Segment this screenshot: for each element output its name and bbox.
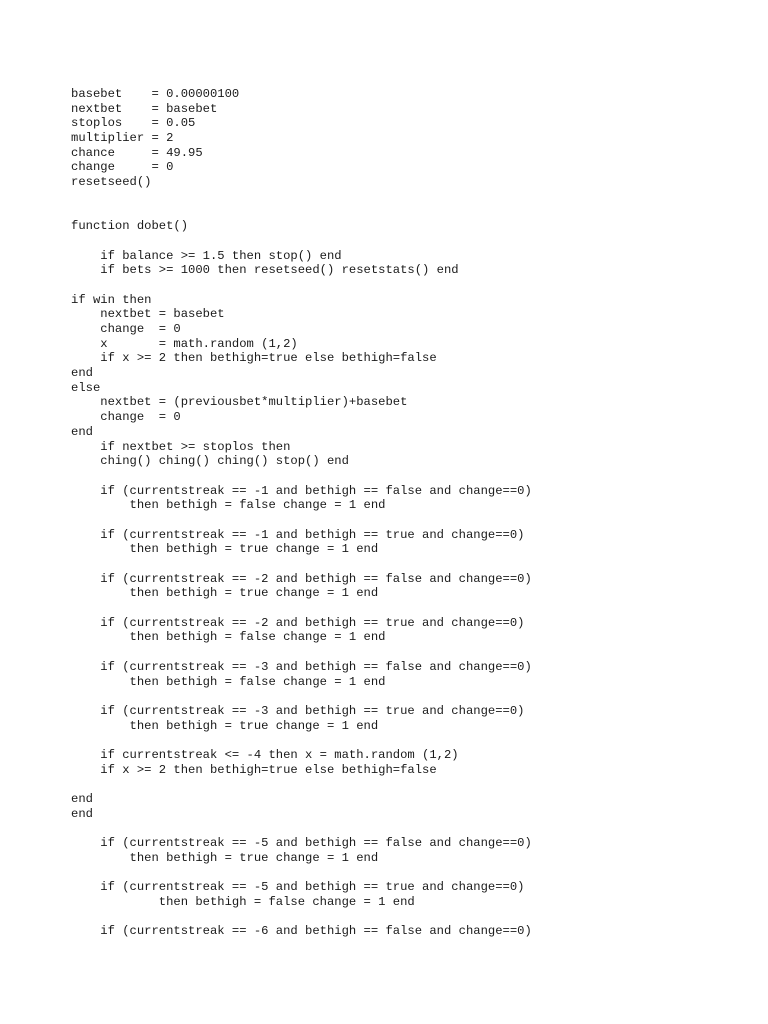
code-line bbox=[71, 469, 532, 484]
code-line: if x >= 2 then bethigh=true else bethigh=false bbox=[71, 762, 437, 777]
code-line bbox=[71, 278, 532, 293]
code-line: if (currentstreak == -2 and bethigh == true and change==0) bbox=[71, 615, 525, 630]
code-line bbox=[71, 557, 532, 572]
code-line bbox=[71, 513, 532, 528]
code-line: then bethigh = true change = 1 end bbox=[71, 542, 379, 557]
code-line: end bbox=[71, 806, 93, 821]
code-line: if (currentstreak == -2 and bethigh == false and change==0) bbox=[71, 571, 532, 586]
code-line: function dobet() bbox=[71, 219, 189, 234]
code-line: then bethigh = false change = 1 end bbox=[71, 674, 386, 689]
code-line: if x >= 2 then bethigh=true else bethigh=false bbox=[71, 351, 437, 366]
code-line: if (currentstreak == -3 and bethigh == false and change==0) bbox=[71, 659, 532, 674]
code-line: chance = 49.95 bbox=[71, 145, 203, 160]
code-line: if balance >= 1.5 then stop() end bbox=[71, 248, 342, 263]
code-line: if (currentstreak == -3 and bethigh == true and change==0) bbox=[71, 703, 525, 718]
code-line bbox=[71, 205, 532, 220]
code-line: change = 0 bbox=[71, 160, 174, 175]
code-line bbox=[71, 645, 532, 660]
code-line: end bbox=[71, 366, 93, 381]
code-line bbox=[71, 733, 532, 748]
code-block bbox=[71, 87, 532, 939]
code-line: if (currentstreak == -1 and bethigh == false and change==0) bbox=[71, 483, 532, 498]
code-line: then bethigh = false change = 1 end bbox=[71, 894, 415, 909]
code-line: nextbet = basebet bbox=[71, 101, 218, 116]
code-line bbox=[71, 777, 532, 792]
code-line: if (currentstreak == -5 and bethigh == true and change==0) bbox=[71, 880, 525, 895]
code-line: multiplier = 2 bbox=[71, 131, 174, 146]
code-line bbox=[71, 601, 532, 616]
code-line: nextbet = (previousbet*multiplier)+basebet bbox=[71, 395, 408, 410]
code-line bbox=[71, 821, 532, 836]
code-line: if win then bbox=[71, 292, 152, 307]
code-line bbox=[71, 865, 532, 880]
code-line: then bethigh = true change = 1 end bbox=[71, 850, 379, 865]
code-line: ching() ching() ching() stop() end bbox=[71, 454, 349, 469]
code-line: if (currentstreak == -5 and bethigh == false and change==0) bbox=[71, 836, 532, 851]
code-line bbox=[71, 689, 532, 704]
code-line: then bethigh = false change = 1 end bbox=[71, 498, 386, 513]
code-line: end bbox=[71, 424, 93, 439]
code-line: if nextbet >= stoplos then bbox=[71, 439, 291, 454]
code-line: if bets >= 1000 then resetseed() resetstats() end bbox=[71, 263, 459, 278]
code-line: stoplos = 0.05 bbox=[71, 116, 196, 131]
code-line bbox=[71, 910, 532, 925]
code-line: if currentstreak <= -4 then x = math.random (1,2) bbox=[71, 747, 459, 762]
code-line: change = 0 bbox=[71, 322, 181, 336]
code-line: if (currentstreak == -6 and bethigh == false and change==0) bbox=[71, 924, 532, 939]
code-line: then bethigh = false change = 1 end bbox=[71, 630, 386, 645]
code-line: change = 0 bbox=[71, 410, 181, 425]
code-line: nextbet = basebet bbox=[71, 307, 225, 322]
code-line: end bbox=[71, 792, 93, 806]
code-line: if (currentstreak == -1 and bethigh == true and change==0) bbox=[71, 527, 525, 542]
code-line: x = math.random (1,2) bbox=[71, 336, 298, 351]
code-line: basebet = 0.00000100 bbox=[71, 87, 240, 101]
code-line: then bethigh = true change = 1 end bbox=[71, 718, 379, 733]
code-line bbox=[71, 234, 532, 249]
code-line: else bbox=[71, 380, 101, 395]
code-line bbox=[71, 190, 532, 205]
code-line: then bethigh = true change = 1 end bbox=[71, 586, 379, 601]
code-line: resetseed() bbox=[71, 175, 152, 190]
